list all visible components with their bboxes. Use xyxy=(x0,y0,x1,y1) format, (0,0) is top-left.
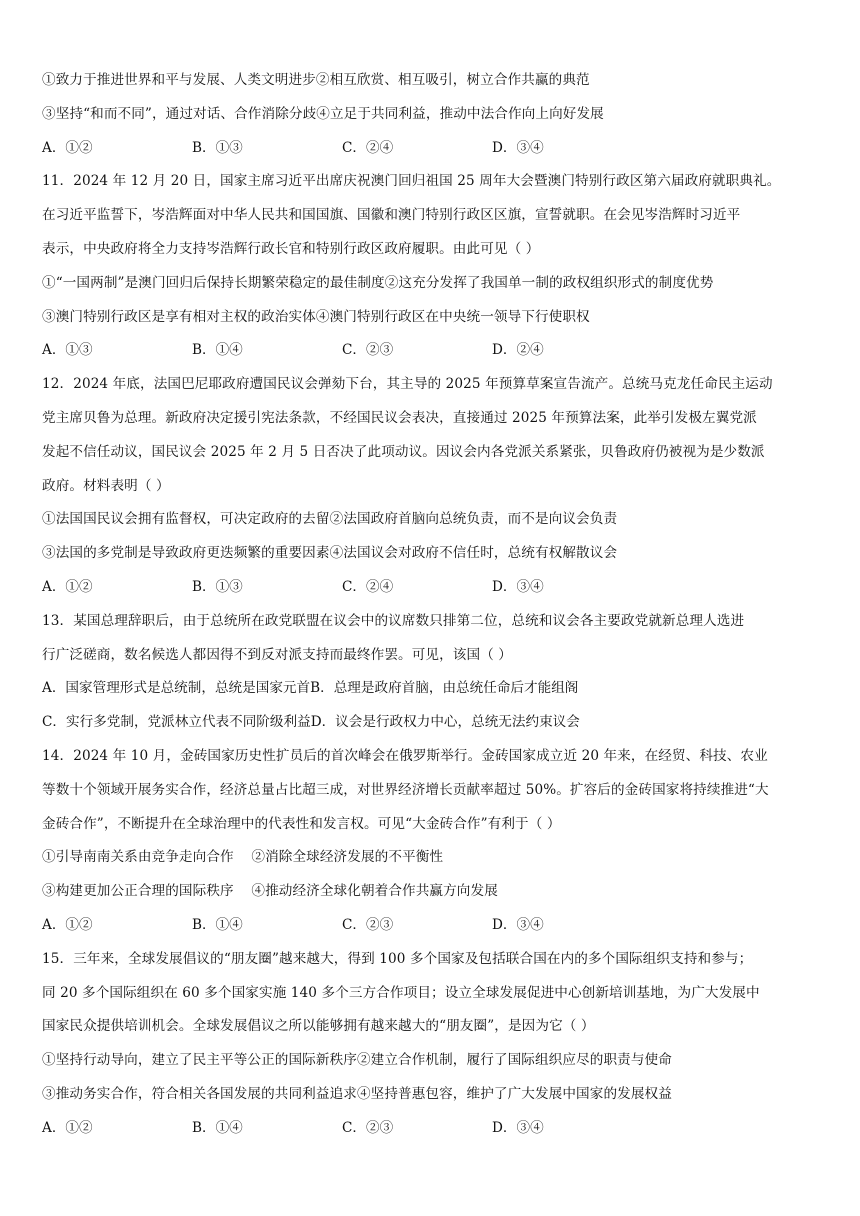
q13-options-row-1 xyxy=(42,672,828,706)
q13-options-row-2 xyxy=(42,706,828,740)
q12-stem-line: 政府。材料表明（ ） xyxy=(42,477,170,494)
q15-statement-line: ③推动务实合作，符合相关各国发展的共同利益追求④坚持普惠包容，维护了广大发展中国家的发展权益 xyxy=(42,1085,672,1102)
q11-option-a[interactable]: A．①③ xyxy=(42,342,93,359)
q15-option-c[interactable]: C．②③ xyxy=(342,1119,394,1136)
q11-option-d[interactable]: D．②④ xyxy=(492,342,544,359)
q12-stem-line: 发起不信任动议，国民议会 2025 年 2 月 5 日否决了此项动议。因议会内各党派关系紧张，贝鲁政府仍被视为是少数派 xyxy=(42,443,765,460)
q15-statement-line: ①坚持行动导向，建立了民主平等公正的国际新秩序②建立合作机制，履行了国际组织应尽的职责与使命 xyxy=(42,1052,672,1069)
exam-page xyxy=(42,64,828,1146)
q12-statement-line: ①法国国民议会拥有监督权，可决定政府的去留②法国政府首脑向总统负责，而不是向议会负责 xyxy=(42,511,618,528)
q10-options xyxy=(42,132,828,166)
q14-statement-line: ①引导南南关系由竞争走向合作 ②消除全球经济发展的不平衡性 xyxy=(42,849,444,866)
q12-option-c[interactable]: C．②④ xyxy=(342,578,394,595)
q11-option-c[interactable]: C．②③ xyxy=(342,342,394,359)
q14-option-a[interactable]: A．①② xyxy=(42,916,93,933)
q10-option-b[interactable]: B．①③ xyxy=(192,139,243,156)
q14-option-b[interactable]: B．①④ xyxy=(192,916,243,933)
q14-options xyxy=(42,909,828,943)
q15-option-d[interactable]: D．③④ xyxy=(492,1119,544,1136)
q12-stem-line: 12．2024 年底，法国巴尼耶政府遭国民议会弹劾下台，其主导的 2025 年预算草案宣告流产。总统马克龙任命民主运动 xyxy=(42,376,773,393)
q13-stem-line: 13．某国总理辞职后，由于总统所在政党联盟在议会中的议席数只排第二位，总统和议会各主要政党就新总理人选进 xyxy=(42,612,745,629)
q11-options xyxy=(42,334,828,368)
q13-stem-line: 行广泛磋商，数名候选人都因得不到反对派支持而最终作罢。可见，该国（ ） xyxy=(42,646,513,663)
q14-statement-line: ③构建更加公正合理的国际秩序 ④推动经济全球化朝着合作共赢方向发展 xyxy=(42,883,498,900)
q15-option-b[interactable]: B．①④ xyxy=(192,1119,243,1136)
q11-option-b[interactable]: B．①④ xyxy=(192,342,243,359)
q11-statement-line: ③澳门特别行政区是享有相对主权的政治实体④澳门特别行政区在中央统一领导下行使职权 xyxy=(42,308,590,325)
q10-statement-1-2: ①致力于推进世界和平与发展、人类文明进步②相互欣赏、相互吸引，树立合作共赢的典范 xyxy=(42,72,590,88)
q15-stem-line: 15．三年来，全球发展倡议的“朋友圈”越来越大，得到 100 多个国家及包括联合国在内的多个国际组织支持和参与； xyxy=(42,950,753,967)
q14-option-d[interactable]: D．③④ xyxy=(492,916,544,933)
q13-option-c[interactable]: C．实行多党制，党派林立代表不同阶级利益 xyxy=(42,714,311,731)
q11-stem-line: 在习近平监誓下，岑浩辉面对中华人民共和国国旗、国徽和澳门特别行政区区旗，宣誓就职。在会见岑浩辉时习近平 xyxy=(42,207,741,224)
q14-stem-line: 等数十个领域开展务实合作，经济总量占比超三成，对世界经济增长贡献率超过 50%。扩容后的金砖国家将持续推进“大 xyxy=(42,781,769,798)
q15-stem-line: 同 20 多个国际组织在 60 多个国家实施 140 多个三方合作项目；设立全球发展促进中心创新培训基地，为广大发展中 xyxy=(42,984,760,1001)
q12-options xyxy=(42,571,828,605)
q10-option-d[interactable]: D．③④ xyxy=(492,139,544,156)
q11-stem-line: 11．2024 年 12 月 20 日，国家主席习近平出席庆祝澳门回归祖国 25 周年大会暨澳门特别行政区第六届政府就职典礼。 xyxy=(42,173,781,190)
q15-option-a[interactable]: A．①② xyxy=(42,1119,93,1136)
q15-stem-line: 国家民众提供培训机会。全球发展倡议之所以能够拥有越来越大的“朋友圈”，是因为它（ ） xyxy=(42,1018,595,1035)
q12-statement-line: ③法国的多党制是导致政府更迭频繁的重要因素④法国议会对政府不信任时，总统有权解散议会 xyxy=(42,545,618,562)
q12-option-a[interactable]: A．①② xyxy=(42,578,93,595)
q10-option-a[interactable]: A．①② xyxy=(42,139,93,156)
q10-option-c[interactable]: C．②④ xyxy=(342,139,394,156)
q12-option-b[interactable]: B．①③ xyxy=(192,578,243,595)
q15-options xyxy=(42,1112,828,1146)
q14-stem-line: 14．2024 年 10 月，金砖国家历史性扩员后的首次峰会在俄罗斯举行。金砖国家成立近 20 年来，在经贸、科技、农业 xyxy=(42,747,768,764)
q13-option-b[interactable]: B．总理是政府首脑，由总统任命后才能组阁 xyxy=(310,680,579,697)
q14-stem-line: 金砖合作”，不断提升在全球治理中的代表性和发言权。可见“大金砖合作”有利于（ ） xyxy=(42,815,561,832)
q12-option-d[interactable]: D．③④ xyxy=(492,578,544,595)
q13-option-a[interactable]: A．国家管理形式是总统制，总统是国家元首 xyxy=(42,680,311,697)
q13-option-d[interactable]: D．议会是行政权力中心，总统无法约束议会 xyxy=(310,714,580,731)
q14-option-c[interactable]: C．②③ xyxy=(342,916,394,933)
q11-stem-line: 表示，中央政府将全力支持岑浩辉行政长官和特别行政区政府履职。由此可见（ ） xyxy=(42,240,540,257)
q12-stem-line: 党主席贝鲁为总理。新政府决定援引宪法条款，不经国民议会表决，直接通过 2025 年预算法案，此举引发极左翼党派 xyxy=(42,409,757,426)
q10-statement-3-4: ③坚持“和而不同”，通过对话、合作消除分歧④立足于共同利益，推动中法合作向上向好发展 xyxy=(42,105,604,122)
q11-statement-line: ①“一国两制”是澳门回归后保持长期繁荣稳定的最佳制度②这充分发挥了我国单一制的政权组织形式的制度优势 xyxy=(42,274,714,291)
